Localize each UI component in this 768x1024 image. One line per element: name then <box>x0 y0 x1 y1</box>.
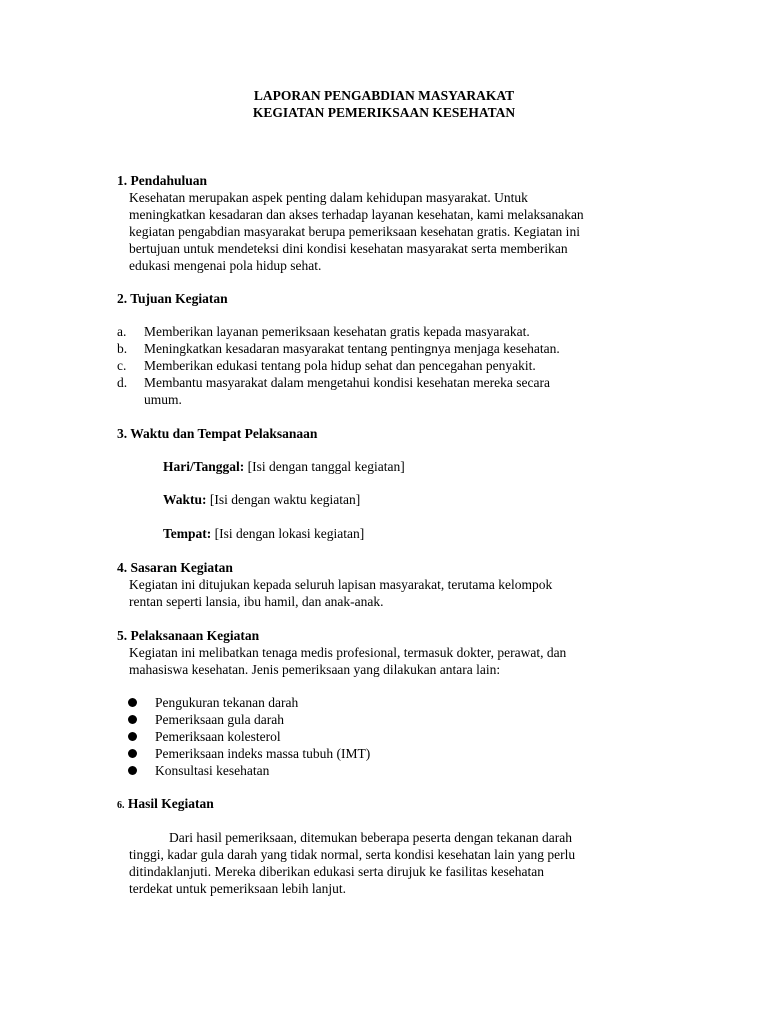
paragraph-line: Dari hasil pemeriksaan, ditemukan beberapa peserta dengan tekanan darah <box>169 830 572 845</box>
paragraph-line: edukasi mengenai pola hidup sehat. <box>129 258 322 273</box>
paragraph-line: ditindaklanjuti. Mereka diberikan edukasi serta dirujuk ke fasilitas kesehatan <box>129 864 544 879</box>
list-marker: a. <box>117 324 127 339</box>
place-label: Tempat: <box>163 526 212 541</box>
paragraph-line: Kegiatan ini melibatkan tenaga medis profesional, termasuk dokter, perawat, dan <box>129 645 567 660</box>
list-item-text: Pemeriksaan indeks massa tubuh (IMT) <box>155 746 371 761</box>
date-field <box>163 458 405 475</box>
section-4-heading: 4. Sasaran Kegiatan <box>117 560 233 575</box>
place-field <box>163 525 364 542</box>
section-1-paragraph <box>129 189 669 274</box>
section-6-paragraph <box>129 829 669 897</box>
list-item <box>117 323 530 340</box>
document-title-line1: LAPORAN PENGABDIAN MASYARAKAT <box>253 88 515 103</box>
section-5-heading: 5. Pelaksanaan Kegiatan <box>117 628 260 643</box>
bullet-icon <box>128 732 137 741</box>
date-value: [Isi dengan tanggal kegiatan] <box>244 459 405 474</box>
bullet-icon <box>128 749 137 758</box>
bullet-icon <box>128 766 137 775</box>
list-item-text: Memberikan layanan pemeriksaan kesehatan gratis kepada masyarakat. <box>144 324 530 339</box>
objectives-list <box>117 323 560 408</box>
list-marker: c. <box>117 358 127 373</box>
list-item-text: Pengukuran tekanan darah <box>155 695 299 710</box>
paragraph-line: kegiatan pengabdian masyarakat berupa pemeriksaan kesehatan gratis. Kegiatan ini <box>129 224 580 239</box>
document-title-line2: KEGIATAN PEMERIKSAAN KESEHATAN <box>252 105 516 120</box>
list-item-text: Membantu masyarakat dalam mengetahui kondisi kesehatan mereka secara <box>144 375 550 390</box>
place-value: [Isi dengan lokasi kegiatan] <box>211 526 365 541</box>
bullet-icon <box>128 698 137 707</box>
section-6-number: 6. <box>117 800 125 811</box>
bullet-icon <box>128 715 137 724</box>
time-label: Waktu: <box>163 492 207 507</box>
list-item-text: Konsultasi kesehatan <box>155 763 270 778</box>
list-item <box>117 340 560 357</box>
list-item-continuation: umum. <box>144 392 182 407</box>
section-1-heading: 1. Pendahuluan <box>117 173 208 188</box>
list-item <box>117 357 536 374</box>
paragraph-line: meningkatkan kesadaran dan akses terhadap layanan kesehatan, kami melaksanakan <box>129 207 584 222</box>
paragraph-line: mahasiswa kesehatan. Jenis pemeriksaan yang dilakukan antara lain: <box>129 662 501 677</box>
section-6-heading <box>117 795 214 814</box>
paragraph-line: Kesehatan merupakan aspek penting dalam kehidupan masyarakat. Untuk <box>129 190 528 205</box>
paragraph-line: rentan seperti lansia, ibu hamil, dan anak-anak. <box>129 594 384 609</box>
list-item-text: Pemeriksaan gula darah <box>155 712 284 727</box>
paragraph-line: bertujuan untuk mendeteksi dini kondisi kesehatan masyarakat serta memberikan <box>129 241 568 256</box>
list-marker: b. <box>117 341 128 356</box>
paragraph-line: Kegiatan ini ditujukan kepada seluruh lapisan masyarakat, terutama kelompok <box>129 577 553 592</box>
paragraph-line: terdekat untuk pemeriksaan lebih lanjut. <box>129 881 347 896</box>
section-2-heading: 2. Tujuan Kegiatan <box>117 291 228 306</box>
paragraph-line: tinggi, kadar gula darah yang tidak normal, serta kondisi kesehatan lain yang perlu <box>129 847 576 862</box>
section-6-title: Hasil Kegiatan <box>124 796 214 811</box>
date-label: Hari/Tanggal: <box>163 459 245 474</box>
list-item-text: Memberikan edukasi tentang pola hidup sehat dan pencegahan penyakit. <box>144 358 536 373</box>
time-value: [Isi dengan waktu kegiatan] <box>206 492 361 507</box>
list-marker: d. <box>117 375 128 390</box>
list-item-text: Pemeriksaan kolesterol <box>155 729 281 744</box>
section-3-heading: 3. Waktu dan Tempat Pelaksanaan <box>117 426 318 441</box>
list-item-text: Meningkatkan kesadaran masyarakat tentang pentingnya menjaga kesehatan. <box>144 341 560 356</box>
list-item <box>117 374 550 391</box>
section-5-paragraph <box>129 644 669 678</box>
section-4-paragraph <box>129 576 669 610</box>
time-field <box>163 491 360 508</box>
